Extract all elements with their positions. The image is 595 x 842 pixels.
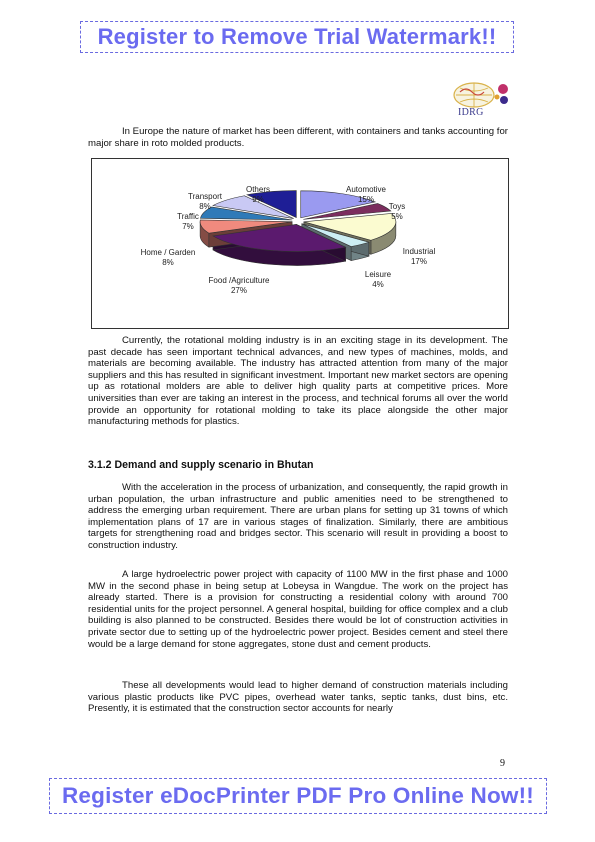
construction-text: These all developments would lead to higher demand of construction materials including various plastic products like PVC pipes, overhead water tanks, septic tanks, dust bins, etc. Presently, it is estimated that the construction sector accounts for nearly (88, 680, 508, 715)
urbanization-text: With the acceleration in the process of urbanization, and consequently, the rapid growth in urban population, the urban infrastructure and public amenities need to be strengthened to address the emerging urban requirement. There are urban plans for setting up 31 towns of which implementation plans of 17 are in various stages of finalization. Similarly, there are ambitious targets for strengthening road and bridges sector. This scenario will result in providing a boost to construction industry. (88, 482, 508, 551)
hydroelectric-text: A large hydroelectric power project with capacity of 1100 MW in the first phase and 1000 MW in the second phase in being setup at Lobeysa in Wangdue. The work on the project has already started. There is a provision for constructing a residential colony with around 700 residential units for the project personnel. A general hospital, building for office complex and a club building is also planned to be constructed. Besides there would be lot of construction activities in private sector due to setting up of the hydroelectric power project. Besides cement and steel there would be a large demand for stone aggregates, stone dust and cement products. (88, 569, 508, 650)
slice-percent-label: 15% (357, 195, 375, 204)
slice-category-label: Transport (188, 192, 222, 201)
slice-category-label: Automotive (345, 185, 387, 194)
slice-percent-label: 8% (162, 258, 174, 267)
slice-percent-label: 5% (391, 212, 403, 221)
urbanization-paragraph (88, 482, 508, 552)
industry-paragraph (88, 335, 508, 428)
slice-category-label: Food /Agriculture (208, 276, 270, 285)
trial-watermark-banner: Register to Remove Trial Watermark!! (80, 21, 514, 53)
slice-percent-label: 7% (182, 222, 194, 231)
hydroelectric-paragraph (88, 569, 508, 650)
slice-category-label: Home / Garden (140, 248, 196, 257)
slice-percent-label: 17% (410, 257, 428, 266)
slice-category-label: Traffic (177, 212, 199, 221)
slice-category-label: Leisure (364, 270, 392, 279)
slice-percent-label: 9% (252, 195, 264, 204)
industry-text: Currently, the rotational molding industry is in an exciting stage in its development. The past decade has seen important technical advances, and new types of machines, molds, and materials are becoming available. The industry has attracted attention from many of the major suppliers and this has resulted in significant investment. Important new market sectors are opening up as rotational molders are able to deliver high quality parts at competitive prices. More universities than ever are taking an interest in the process, and technical forums all over the world provide an opportunity for rotational molding to take its place alongside the other major manufacturing methods for plastics. (88, 335, 508, 428)
pie-chart-canvas (92, 159, 508, 328)
intro-paragraph (88, 126, 508, 149)
intro-text: In Europe the nature of market has been different, with containers and tanks accounting for major share in roto molded products. (88, 126, 508, 149)
slice-percent-label: 4% (372, 280, 384, 289)
construction-paragraph (88, 680, 508, 715)
market-share-pie-chart (91, 158, 509, 329)
globe-logo-icon (448, 80, 514, 110)
slice-category-label: Toys (388, 202, 406, 211)
slice-percent-label: 8% (199, 202, 211, 211)
logo-text: IDRG (458, 107, 484, 118)
slice-percent-label: 27% (230, 286, 248, 295)
register-watermark-banner: Register eDocPrinter PDF Pro Online Now!! (49, 778, 547, 814)
page-number: 9 (500, 758, 505, 769)
section-heading: 3.1.2 Demand and supply scenario in Bhutan (88, 459, 314, 471)
slice-category-label: Industrial (402, 247, 436, 256)
slice-category-label: Others (245, 185, 271, 194)
